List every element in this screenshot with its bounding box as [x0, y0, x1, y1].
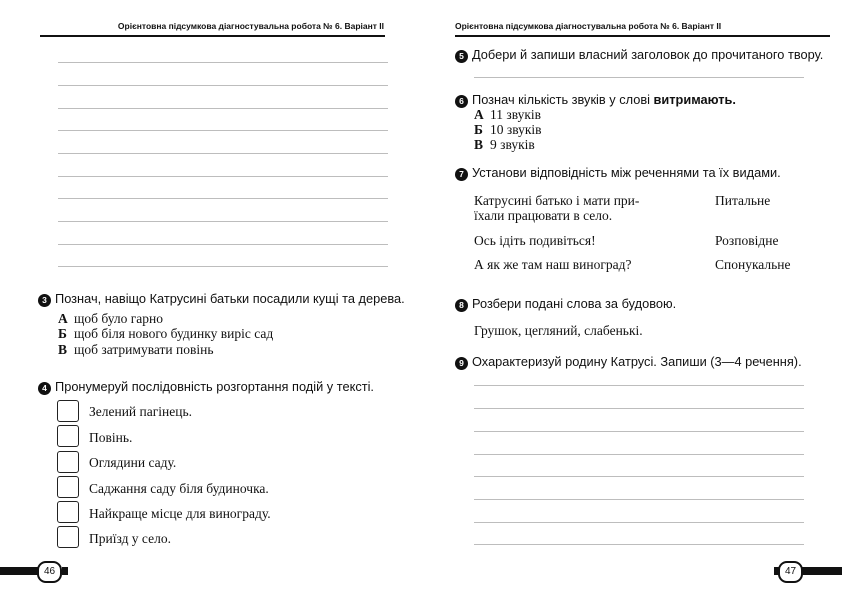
sequence-number-box[interactable] — [57, 501, 79, 523]
sentence-3: А як же там наш виноград? — [474, 257, 632, 272]
sequence-item: Зелений пагінець. — [89, 404, 193, 419]
sentence-type-2[interactable]: Розповідне — [715, 233, 779, 248]
task-8-text: Розбери подані слова за будовою. — [472, 296, 677, 311]
page-header: Орієнтовна підсумкова діагностувальна робота № 6. Варіант ІІ — [455, 21, 722, 31]
writing-line[interactable] — [58, 176, 388, 177]
sentence-type-3[interactable]: Спонукальне — [715, 257, 791, 272]
page-header: Орієнтовна підсумкова діагностувальна робота № 6. Варіант ІІ — [117, 21, 384, 31]
page-number: 47 — [778, 561, 803, 583]
writing-line[interactable] — [474, 544, 804, 545]
task-9-question — [455, 354, 802, 370]
writing-line[interactable] — [58, 108, 388, 109]
option-text: щоб затримувати повінь — [74, 342, 214, 357]
option-text: 11 звуків — [490, 107, 542, 122]
task-3-option-c[interactable] — [58, 342, 214, 358]
sequence-item: Приїзд у село. — [89, 531, 171, 546]
task-5-question — [455, 47, 823, 63]
task-6-option-b[interactable] — [474, 122, 542, 138]
writing-line[interactable] — [474, 77, 804, 78]
left-page — [0, 0, 421, 600]
sequence-item: Оглядини саду. — [89, 455, 177, 470]
sequence-item: Саджання саду біля будиночка. — [89, 481, 269, 496]
option-letter: Б — [474, 122, 483, 137]
sentence-1-line-2: їхали працювати в село. — [474, 208, 613, 223]
task-3-option-b[interactable] — [58, 326, 273, 342]
task-8-words: Грушок, цегляний, слабенькі. — [474, 323, 643, 338]
task-3-question — [38, 291, 405, 307]
sentence-2: Ось ідіть подивіться! — [474, 233, 596, 248]
task-8-question — [455, 296, 676, 312]
header-rule — [455, 35, 830, 37]
option-letter: А — [474, 107, 484, 122]
sentence-1-line-1: Катрусині батько і мати при- — [474, 193, 640, 208]
option-letter: В — [58, 342, 68, 357]
option-text: 9 звуків — [490, 137, 535, 152]
writing-line[interactable] — [474, 385, 804, 386]
writing-line[interactable] — [474, 522, 804, 523]
page-number: 46 — [37, 561, 62, 583]
page-footer-bar — [62, 567, 68, 575]
writing-line[interactable] — [474, 476, 804, 477]
sentence-type-1[interactable]: Питальне — [715, 193, 771, 208]
task-4-question — [38, 379, 374, 395]
task-3-option-a[interactable] — [58, 311, 163, 327]
task-6-word: витримають — [653, 92, 733, 107]
header-rule — [40, 35, 385, 37]
task-6-text: Познач кількість звуків у слові — [472, 92, 654, 107]
task-number-badge: 3 — [38, 294, 51, 307]
right-page — [421, 0, 842, 600]
writing-line[interactable] — [58, 266, 388, 267]
page-footer-bar — [802, 567, 842, 575]
option-letter: Б — [58, 326, 67, 341]
sequence-number-box[interactable] — [57, 526, 79, 548]
sequence-item: Повінь. — [89, 430, 133, 445]
task-number-badge: 4 — [38, 382, 51, 395]
writing-line[interactable] — [474, 431, 804, 432]
task-6-option-a[interactable] — [474, 107, 541, 123]
task-6-option-c[interactable] — [474, 137, 535, 153]
writing-line[interactable] — [474, 454, 804, 455]
task-4-text: Пронумеруй послідовність розгортання подій у тексті. — [55, 379, 374, 394]
sequence-number-box[interactable] — [57, 451, 79, 473]
writing-line[interactable] — [58, 130, 388, 131]
writing-line[interactable] — [58, 221, 388, 222]
task-6-punct: . — [732, 92, 736, 107]
option-letter: А — [58, 311, 68, 326]
task-number-badge: 8 — [455, 299, 468, 312]
task-number-badge: 9 — [455, 357, 468, 370]
option-text: щоб біля нового будинку виріс сад — [74, 326, 274, 341]
writing-line[interactable] — [58, 85, 388, 86]
option-text: щоб було гарно — [74, 311, 164, 326]
writing-line[interactable] — [58, 62, 388, 63]
option-letter: В — [474, 137, 484, 152]
task-number-badge: 6 — [455, 95, 468, 108]
task-3-text: Познач, навіщо Катрусині батьки посадили кущі та дерева. — [55, 291, 405, 306]
option-text: 10 звуків — [490, 122, 542, 137]
task-9-text: Охарактеризуй родину Катрусі. Запиши (3—4 речення). — [472, 354, 802, 369]
writing-line[interactable] — [58, 244, 388, 245]
sequence-number-box[interactable] — [57, 425, 79, 447]
task-7-question — [455, 165, 781, 181]
writing-line[interactable] — [474, 408, 804, 409]
task-number-badge: 5 — [455, 50, 468, 63]
task-5-text: Добери й запиши власний заголовок до прочитаного твору. — [472, 47, 824, 62]
task-7-text: Установи відповідність між реченнями та їх видами. — [472, 165, 781, 180]
writing-line[interactable] — [58, 153, 388, 154]
writing-line[interactable] — [58, 198, 388, 199]
writing-line[interactable] — [474, 499, 804, 500]
page-footer-bar — [0, 567, 40, 575]
task-number-badge: 7 — [455, 168, 468, 181]
sequence-number-box[interactable] — [57, 476, 79, 498]
sequence-number-box[interactable] — [57, 400, 79, 422]
task-6-question — [455, 92, 736, 108]
sequence-item: Найкраще місце для винограду. — [89, 506, 271, 521]
